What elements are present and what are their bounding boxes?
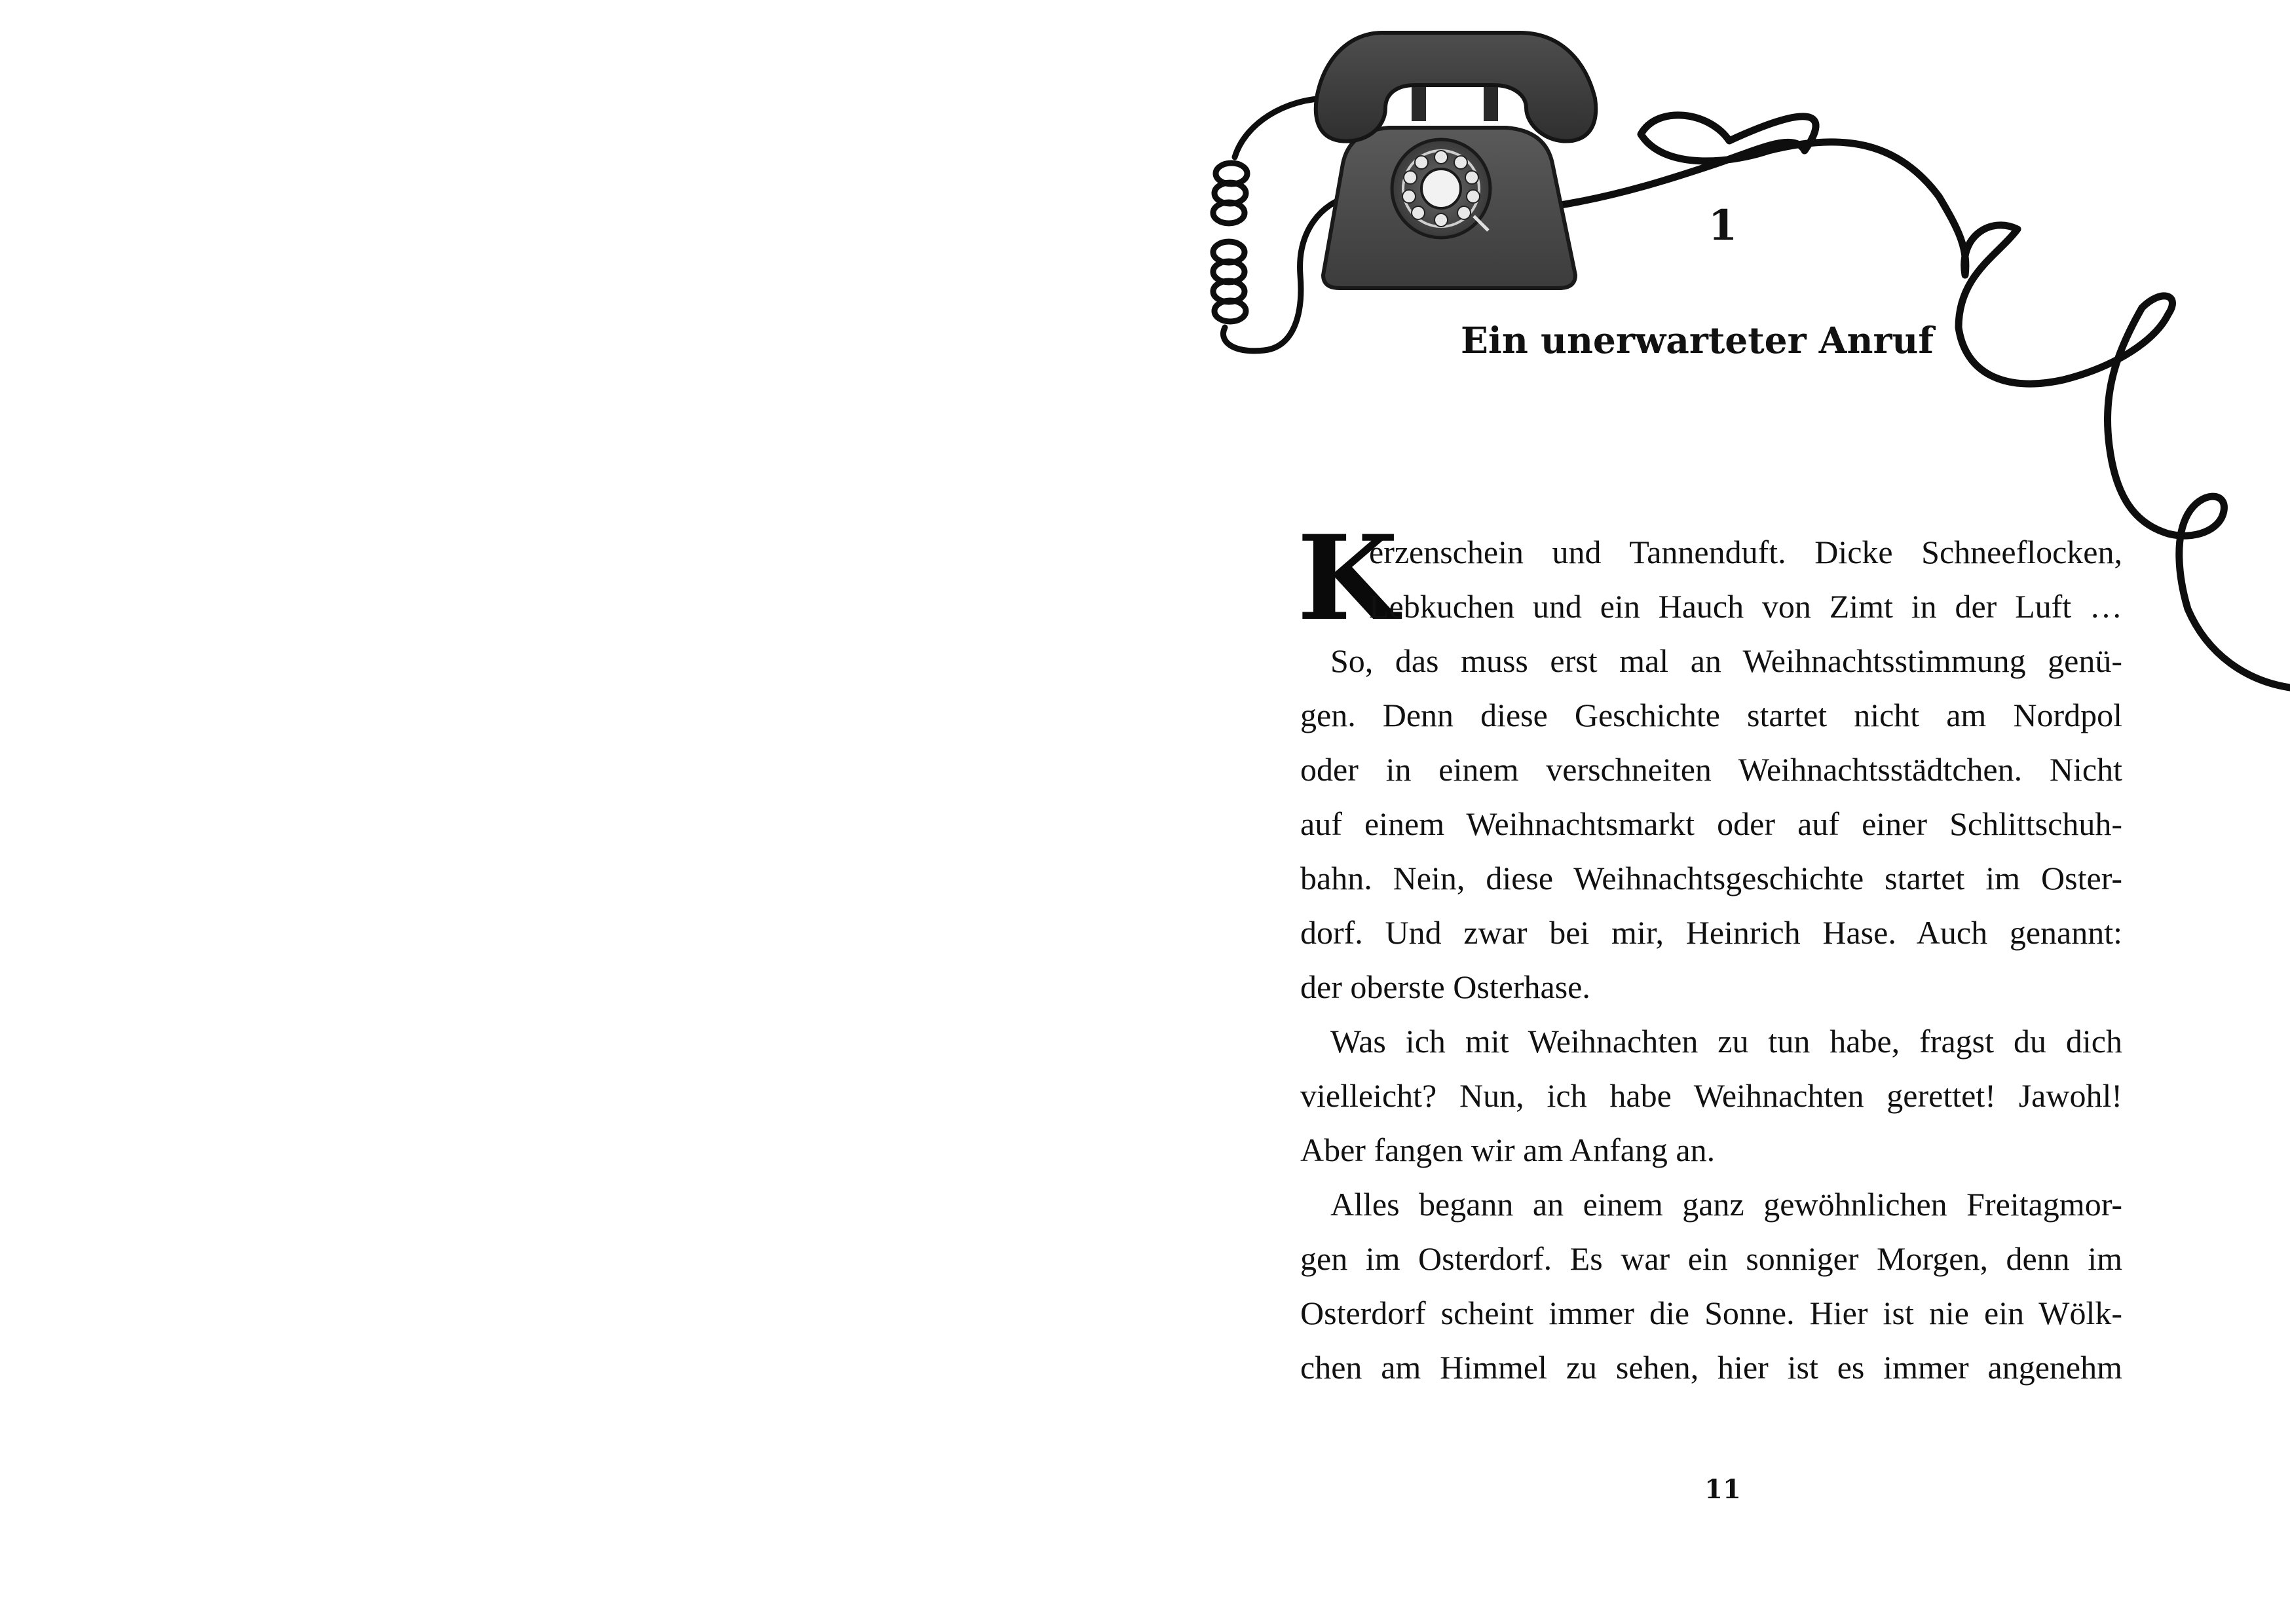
drop-cap: K (1297, 509, 1398, 646)
text-line: Osterdorf scheint immer die Sonne. Hier ist nie ein Wölk- (1300, 1295, 2122, 1331)
text-line: gen. Denn diese Geschichte startet nicht am Nordpol (1300, 697, 2122, 733)
text-line: der oberste Osterhase. (1300, 969, 1590, 1005)
text-line: auf einem Weihnachtsmarkt oder auf einer Schlittschuh- (1300, 805, 2122, 842)
text-line: So, das muss erst mal an Weihnachtsstimmung genü- (1330, 642, 2122, 679)
text-line: chen am Himmel zu sehen, hier ist es immer angenehm (1300, 1349, 2122, 1386)
text-line: bahn. Nein, diese Weihnachtsgeschichte startet im Oster- (1300, 860, 2122, 896)
chapter-body-text (1300, 525, 2122, 1395)
text-line: Alles begann an einem ganz gewöhnlichen Freitagmor- (1330, 1186, 2122, 1223)
text-line: Was ich mit Weihnachten zu tun habe, fragst du dich (1330, 1023, 2122, 1060)
chapter-title: Ein unerwarteter Anruf (1461, 319, 1934, 361)
text-line: Lebkuchen und ein Hauch von Zimt in der Luft … (1369, 588, 2122, 625)
text-line: Aber fangen wir am Anfang an. (1300, 1132, 1716, 1168)
text-line: gen im Osterdorf. Es war ein sonniger Morgen, denn im (1300, 1240, 2122, 1277)
text-line: dorf. Und zwar bei mir, Heinrich Hase. Auch genannt: (1300, 914, 2122, 951)
chapter-number: 1 (1708, 201, 1738, 250)
page-number: 11 (1704, 1474, 1741, 1505)
text-line: oder in einem verschneiten Weihnachtsstädtchen. Nicht (1300, 751, 2122, 788)
text-line: erzenschein und Tannenduft. Dicke Schneeflocken, (1369, 534, 2122, 570)
text-line: vielleicht? Nun, ich habe Weihnachten gerettet! Jawohl! (1300, 1077, 2122, 1114)
